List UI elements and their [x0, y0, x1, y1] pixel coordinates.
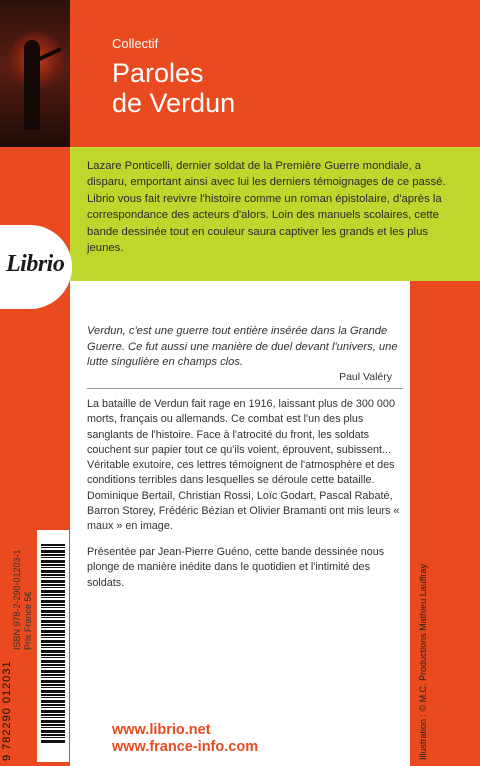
link-librio[interactable]: www.librio.net	[112, 722, 211, 738]
summary-box	[70, 147, 480, 281]
illustration-credit: Illustration : © M.C. Productions Mathieu Lauffray	[418, 563, 428, 760]
title-line-1: Paroles	[112, 58, 204, 88]
series-label: Collectif	[112, 36, 159, 51]
epigraph-author: Paul Valéry	[339, 371, 392, 383]
website-links	[112, 722, 258, 756]
divider	[87, 388, 403, 389]
description-paragraph-2: Présentée par Jean-Pierre Guéno, cette bande dessinée nous plonge de manière inédite dans le quotidien et l'intimité des soldats.	[87, 546, 385, 589]
cover-header	[0, 0, 480, 147]
isbn-price-block	[12, 549, 34, 650]
description-paragraph-1: La bataille de Verdun fait rage en 1916, laissant plus de 300 000 morts, français ou allemands. Ce combat est l'un des plus sanglants de l'histoire. Face à l'atrocité du front, les soldats couchent sur papier tout ce qu'ils voient, éprouvent, subissent... Véritable exutoire, ces lettres témoignent de l'atmosphère et des conditions terribles dans lesquelles se déroule cette bataille. Dominique Bertail, Christian Rossi, Loïc Godart, Pascal Rabaté, Barron Storey, Frédéric Bézian et Olivier Bramanti ont mis leurs « maux » en image.	[87, 398, 400, 533]
librio-logo-text: Librio	[6, 251, 65, 277]
title-line-2: de Verdun	[112, 88, 236, 118]
epigraph-quote: Verdun, c'est une guerre tout entière insérée dans la Grande Guerre. Ce fut aussi une manière de duel devant l'univers, une lutte singulière en champs clos.	[87, 325, 398, 369]
summary-text: Lazare Ponticelli, dernier soldat de la Première Guerre mondiale, a disparu, emportant ainsi avec lui les derniers témoignages de ce passé. Librio vous fait revivre l'histoire comme un roman épistolaire, d'après la correspondance des acteurs d'alors. Loin des manuels scolaires, cette bande dessinée tout en couleur saura captiver les grands et les plus jeunes.	[87, 160, 446, 255]
illustration-figure	[24, 40, 40, 130]
isbn: ISBN 978-2-290-01203-1	[12, 549, 22, 650]
barcode-bars	[41, 544, 65, 744]
book-title	[112, 58, 235, 118]
price: Prix France 5€	[23, 591, 33, 650]
cover-illustration-thumbnail	[0, 0, 70, 147]
barcode	[37, 530, 69, 762]
barcode-number: 9 782290 012031	[1, 660, 13, 761]
link-france-info[interactable]: www.france-info.com	[112, 739, 259, 755]
